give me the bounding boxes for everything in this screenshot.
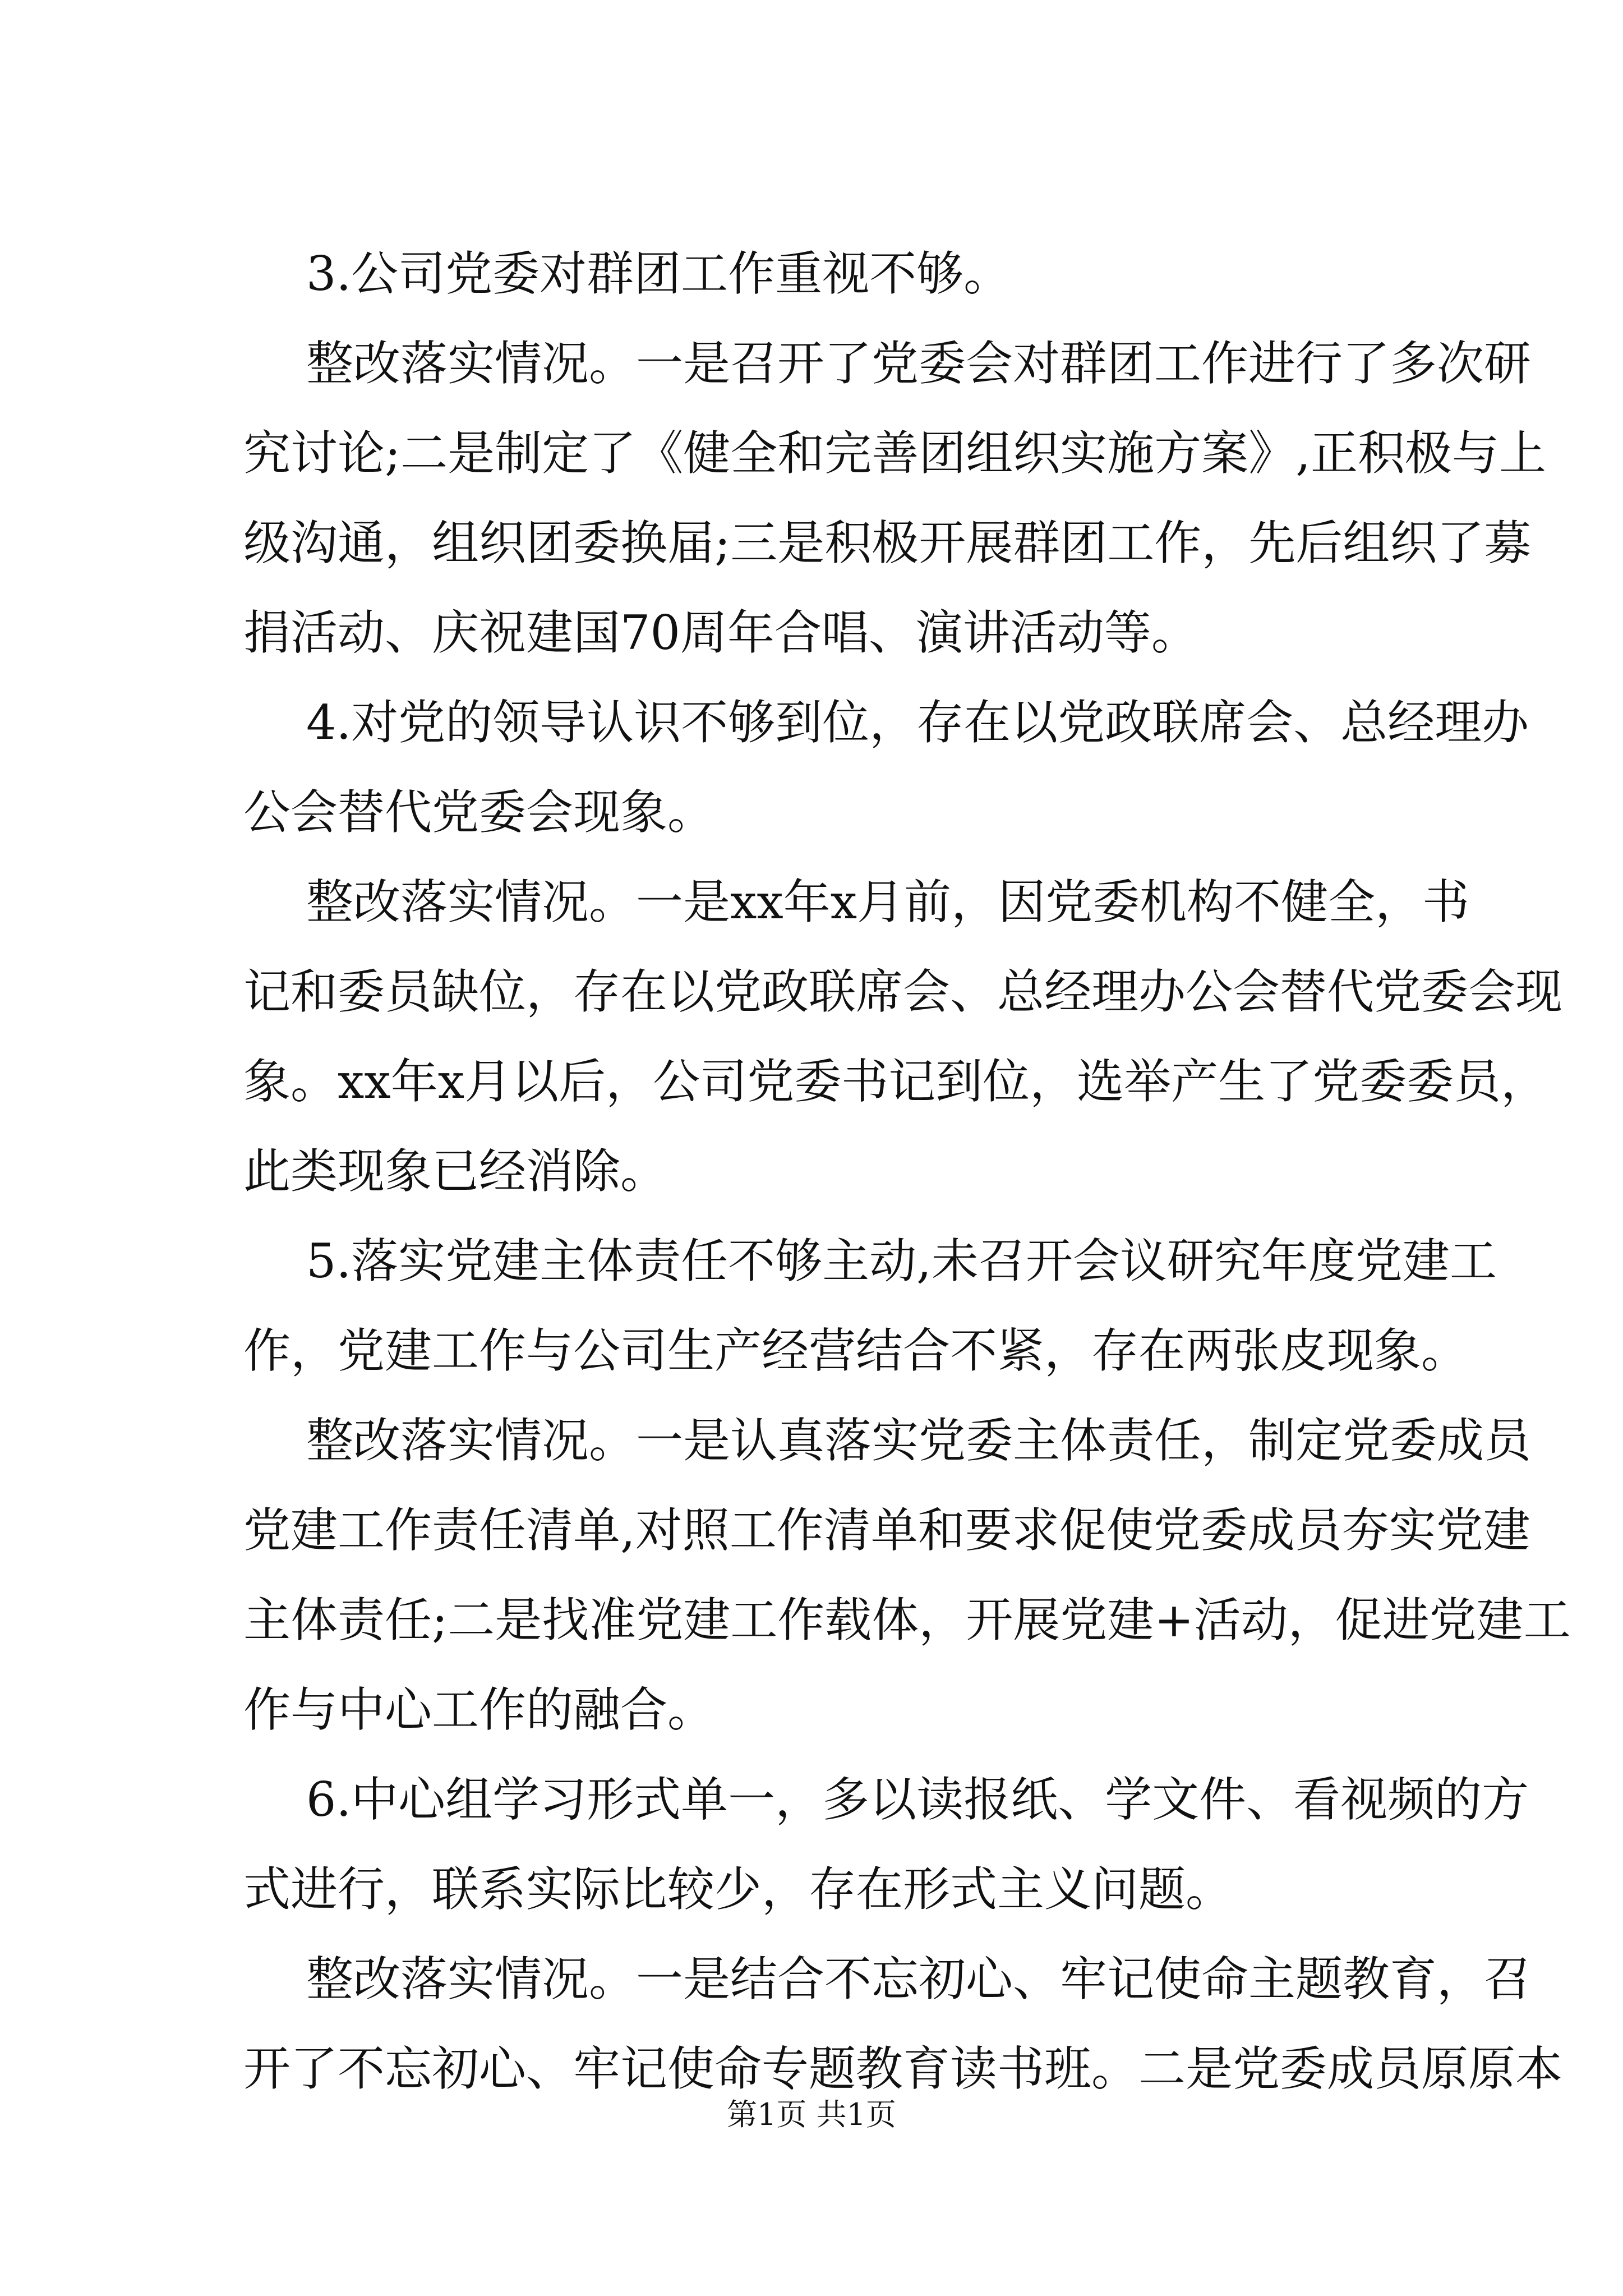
page-footer: 第1页 共1页 [727, 2097, 896, 2132]
text-line: 作与中心工作的融合。 [243, 1682, 715, 1737]
text-line: 作，党建工作与公司生产经营结合不紧，存在两张皮现象。 [243, 1323, 1469, 1378]
text-line: 主体责任;二是找准党建工作载体，开展党建+活动，促进党建工 [243, 1593, 1571, 1648]
text-line: 整改落实情况。一是xx年x月前，因党委机构不健全，书 [306, 875, 1470, 930]
text-line-heading-5: 5.落实党建主体责任不够主动,未召开会议研究年度党建工 [306, 1234, 1497, 1289]
document-body [243, 229, 1571, 2114]
text-line: 此类现象已经消除。 [243, 1144, 668, 1199]
text-line-heading-3: 3.公司党委对群团工作重视不够。 [306, 246, 1011, 301]
text-line: 整改落实情况。一是召开了党委会对群团工作进行了多次研 [306, 336, 1532, 391]
text-line: 式进行，联系实际比较少，存在形式主义问题。 [243, 1862, 1233, 1917]
text-line: 象。xx年x月以后，公司党委书记到位，选举产生了党委委员， [243, 1054, 1548, 1109]
text-line: 公会替代党委会现象。 [243, 785, 715, 840]
text-line-heading-4: 4.对党的领导认识不够到位，存在以党政联席会、总经理办 [306, 695, 1529, 750]
text-line-heading-6: 6.中心组学习形式单一，多以读报纸、学文件、看视频的方 [306, 1772, 1529, 1827]
text-line: 级沟通，组织团委换届;三是积极开展群团工作，先后组织了募 [243, 516, 1532, 570]
text-line: 整改落实情况。一是结合不忘初心、牢记使命主题教育，召 [306, 1952, 1532, 2007]
text-line: 记和委员缺位，存在以党政联席会、总经理办公会替代党委会现 [243, 964, 1563, 1019]
text-line: 捐活动、庆祝建国70周年合唱、演讲活动等。 [243, 605, 1198, 660]
text-line: 整改落实情况。一是认真落实党委主体责任，制定党委成员 [306, 1413, 1532, 1468]
text-line: 开了不忘初心、牢记使命专题教育读书班。二是党委成员原原本 [243, 2041, 1563, 2096]
text-line: 党建工作责任清单,对照工作清单和要求促使党委成员夯实党建 [243, 1503, 1530, 1558]
text-line: 究讨论;二是制定了《健全和完善团组织实施方案》,正积极与上 [243, 426, 1547, 481]
